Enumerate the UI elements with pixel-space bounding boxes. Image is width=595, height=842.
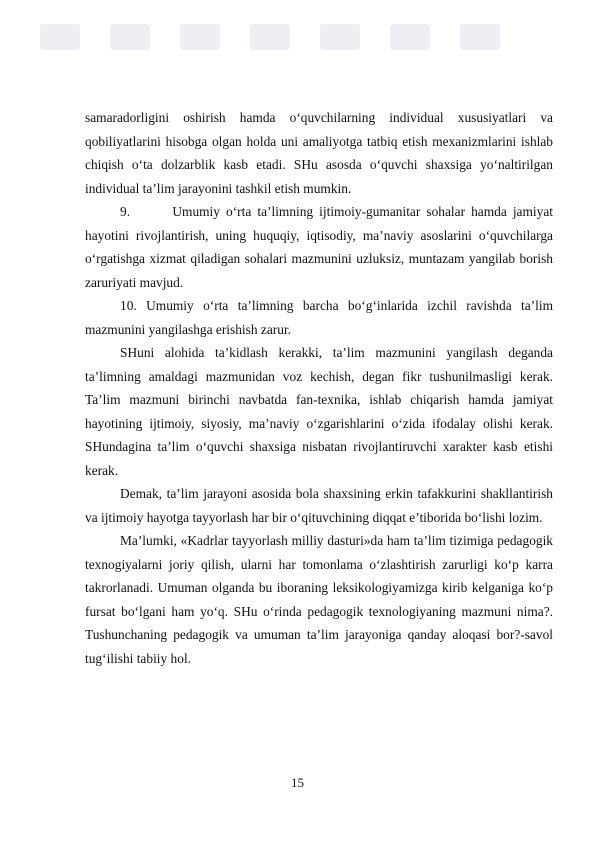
paragraph-3: 10. Umumiy o‘rta ta’limning barcha bo‘g‘inlarida izchil ravishda ta’lim mazmunini yangilashga erishish zarur. <box>85 298 553 337</box>
paragraph-4: SHuni alohida ta’kidlash kerakki, ta’lim mazmunini yangilash deganda ta’limning amaldagi mazmunidan voz kechish, degan fikr tushunilmasligi kerak. Ta’lim mazmuni birinchi navbatda fan-texnika, ishlab chiqarish hamda jamiyat hayotining ijtimoiy, siyosiy, ma’naviy o‘zgarishlarini o‘zida ifodalay olishi kerak. SHundagina ta’lim o‘quvchi shaxsiga nisbatan rivojlantiruvchi xarakter kasb etishi kerak. <box>85 345 553 478</box>
paragraph-2: 9. Umumiy o‘rta ta’limning ijtimoiy-gumanitar sohalar hamda jamiyat hayotini rivojlantirish, uning huquqiy, iqtisodiy, ma’naviy asoslarini o‘quvchilarga o‘rgatishga xizmat qiladigan sohalari mazmunini uzluksiz, muntazam yangilab borish zaruriyati mavjud. <box>85 204 557 290</box>
page-number: 15 <box>291 775 304 790</box>
paragraph-5: Demak, ta’lim jarayoni asosida bola shaxsining erkin tafakkurini shakllantirish va ijtimoiy hayotga tayyorlash har bir o‘qituvchining diqqat e’tiborida bo‘lishi lozim. <box>85 486 553 525</box>
paragraph-6: Ma’lumki, «Kadrlar tayyorlash milliy dasturi»da ham ta’lim tizimiga pedagogik texnogiyalarni joriy qilish, ularni har tomonlama o‘zlashtirish zarurligi ko‘p karra takrorlanadi. Umuman olganda bu iboraning leksikologiyamizga kirib kelganiga ko‘p fursat bo‘lgani ham yo‘q. SHu o‘rinda pedagogik texnologiyaning mazmuni nima?. Tushunchaning pedagogik va umuman ta’lim jarayoniga qanday aloqasi bor?-savol tug‘ilishi tabiiy hol. <box>85 533 553 666</box>
watermark-logo <box>0 18 595 58</box>
body-text <box>85 106 557 670</box>
paragraph-1: samaradorligini oshirish hamda o‘quvchilarning individual xususiyatlari va qobiliyatlarini hisobga olgan holda uni amaliyotga tatbiq etish mexanizmlarini ishlab chiqish o‘ta dolzarblik kasb etadi. SHu asosda o‘quvchi shaxsiga yo‘naltirilgan individual ta’lim jarayonini tashkil etish mumkin. <box>85 110 553 196</box>
